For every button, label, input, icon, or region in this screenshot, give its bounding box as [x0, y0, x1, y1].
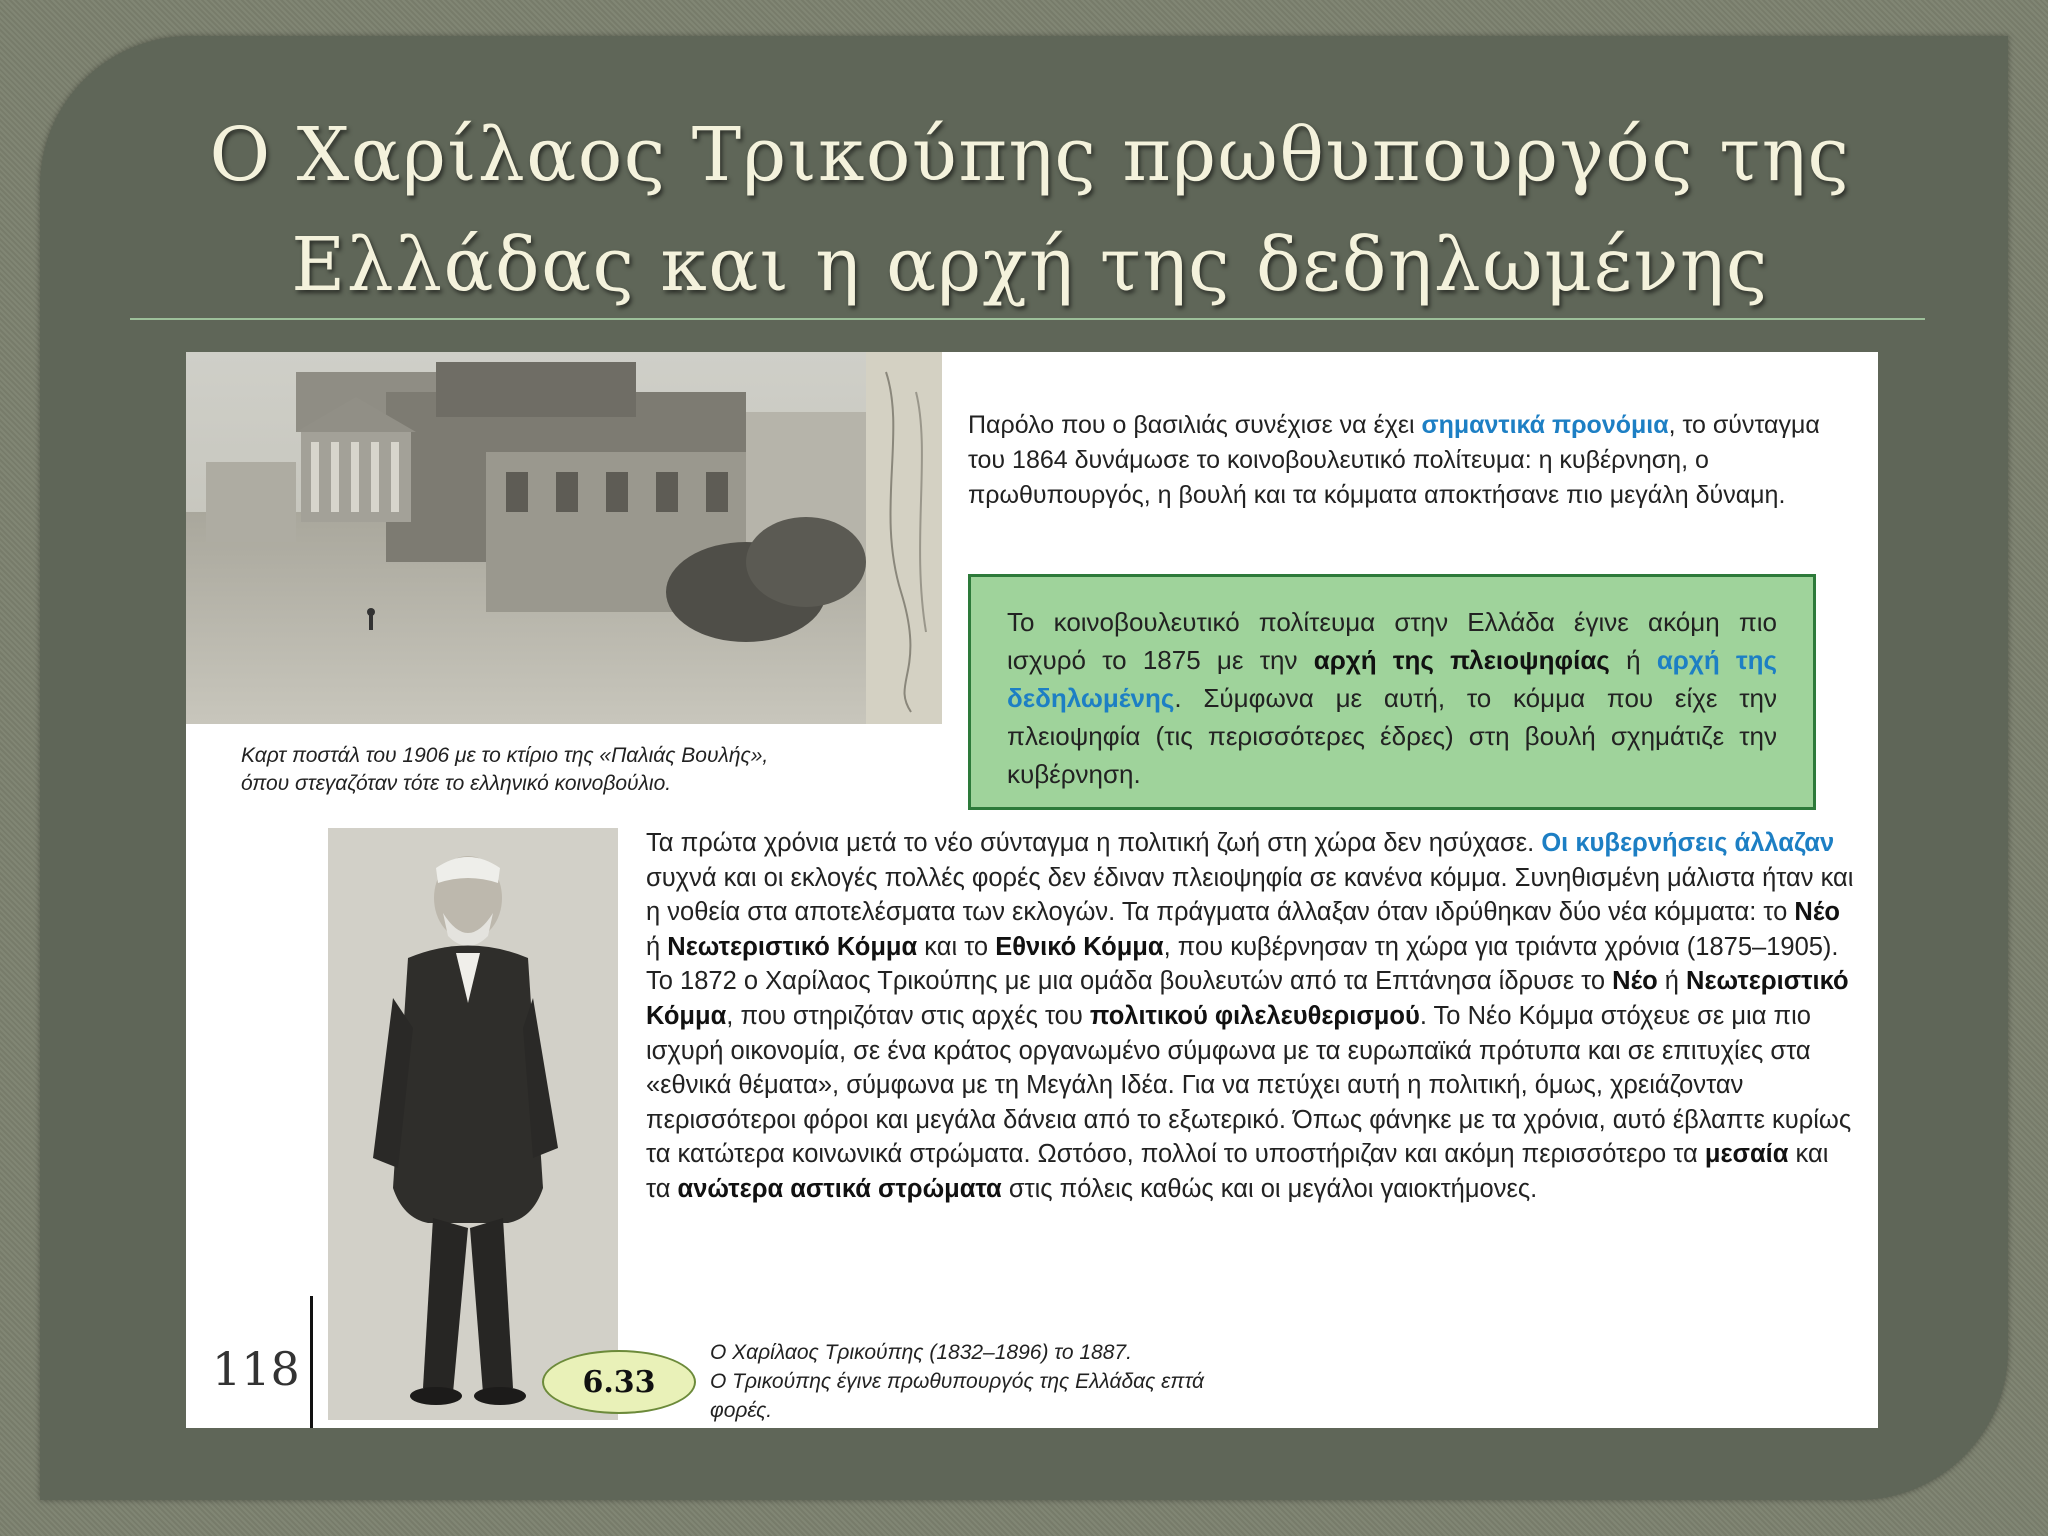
parliament-caption-line-2: όπου στεγαζόταν τότε το ελληνικό κοινοβούλιο. — [241, 772, 672, 795]
main-bold-neo-2: Νέο — [1612, 967, 1658, 996]
intro-paragraph — [968, 408, 1858, 513]
trikoupis-caption-line-2: Ο Τρικούπης έγινε πρωθυπουργός της Ελλάδας επτά — [710, 1370, 1204, 1393]
slide-title-line-1: Ο Χαρίλαος Τρικούπης πρωθυπουργός της — [209, 112, 1851, 198]
slide-title — [140, 100, 1920, 320]
old-parliament-postcard-image — [186, 352, 942, 724]
box-text-1: Το κοινοβουλευτικό πολίτευμα στην Ελλάδα έγινε ακόμη πιο ισχυρό το 1875 με την — [1007, 607, 1777, 675]
textbook-page — [186, 352, 1878, 1428]
main-bold-modernist-party-2: Νεωτεριστικό Κόμμα — [646, 967, 1849, 1030]
main-text-5: , που κυβέρνησαν τη χώρα για τριάντα χρόνια (1875–1905). — [1163, 932, 1839, 961]
trikoupis-portrait-photo — [328, 828, 618, 1420]
slide-title-line-2: Ελλάδας και η αρχή της δεδηλωμένης — [291, 222, 1769, 308]
trikoupis-caption-line-1: Ο Χαρίλαος Τρικούπης (1832–1896) το 1887. — [710, 1341, 1132, 1364]
main-text-2: συχνά και οι εκλογές πολλές φορές δεν έδιναν πλειοψηφία σε κανένα κόμμα. Συνηθισμένη μάλιστα ήταν και η νοθεία στα αποτελέσματα των εκλογών. Τα πράγματα άλλαξαν όταν ιδρύθηκαν δύο νέα κόμματα: το — [646, 863, 1854, 927]
page-number-divider — [310, 1296, 313, 1428]
box-highlight-dedilomeni: αρχή της δεδηλωμένης — [1007, 645, 1777, 713]
main-text-1: Τα πρώτα χρόνια μετά το νέο σύνταγμα η πολιτική ζωή στη χώρα δεν ησύχασε. — [646, 829, 1542, 857]
main-bold-middle: μεσαία — [1704, 1140, 1789, 1169]
page-number: 118 — [212, 1342, 300, 1396]
figure-number-badge: 6.33 — [542, 1350, 696, 1414]
trikoupis-photo-caption — [710, 1338, 1330, 1425]
main-text-6: Το 1872 ο Χαρίλαος Τρικούπης με μια ομάδα βουλευτών από τα Επτάνησα ίδρυσε το — [646, 967, 1613, 996]
main-text-8: , που στηριζόταν στις αρχές του — [726, 1001, 1090, 1030]
main-bold-neo: Νέο — [1794, 898, 1840, 927]
old-parliament-postcard-photo — [186, 352, 942, 724]
trikoupis-portrait-image — [328, 828, 618, 1420]
main-text-4: και το — [917, 932, 996, 961]
main-text-10: και τα — [646, 1140, 1829, 1203]
main-text-11: στις πόλεις καθώς και οι μεγάλοι γαιοκτήμονες. — [1001, 1174, 1538, 1203]
box-text-3: . Σύμφωνα με αυτή, το κόμμα που είχε την πλειοψηφία (τις περισσότερες έδρες) στη βουλή σχημάτιζε την κυβέρνηση. — [1007, 683, 1777, 789]
intro-text-2: , το σύνταγμα του 1864 δυνάμωσε το κοινοβουλευτικό πολίτευμα: η κυβέρνηση, ο πρωθυπουργός, η βουλή και τα κόμματα αποκτήσανε πιο μεγάλη δύναμη. — [968, 411, 1820, 509]
intro-highlight-privileges: σημαντικά προνόμια — [1421, 411, 1669, 439]
trikoupis-caption-line-3: φορές. — [710, 1399, 773, 1422]
main-highlight-governments-changed: Οι κυβερνήσεις άλλαζαν — [1541, 829, 1835, 857]
parliament-photo-caption — [241, 742, 941, 798]
main-bold-political-liberalism: πολιτικού φιλελευθερισμού — [1089, 1001, 1420, 1030]
main-text-9: . Το Νέο Κόμμα στόχευε σε μια πιο ισχυρή οικονομία, σε ένα κράτος οργανωμένο σύμφωνα με τα ευρωπαϊκά πρότυπα και σε επιτυχίες στα «εθνικά θέματα», σύμφωνα με τη Μεγάλη Ιδέα. Για να πετύχει αυτή η πολιτική, όμως, χρειάζονταν περισσότεροι φόροι και μεγάλα δάνεια από το εξωτερικό. Όπως φάνηκε με τα χρόνια, αυτό έβλαπτε κυρίως τα κατώτερα κοινωνικά στρώματα. Ωστόσο, πολλοί το υποστήριζαν και ακόμη περισσότερο τα — [646, 1001, 1852, 1169]
main-bold-national-party: Εθνικό Κόμμα — [995, 932, 1164, 961]
main-text-3: ή — [646, 932, 668, 961]
parliament-caption-line-1: Καρτ ποστάλ του 1906 με το κτίριο της «Παλιάς Βουλής», — [241, 744, 769, 767]
main-bold-modernist-party: Νεωτεριστικό Κόμμα — [667, 932, 918, 961]
title-divider — [130, 318, 1925, 320]
main-bold-upper-urban-classes: ανώτερα αστικά στρώματα — [677, 1174, 1002, 1203]
main-text-7: ή — [1657, 967, 1687, 996]
box-bold-majority-principle: αρχή της πλειοψηφίας — [1313, 645, 1610, 675]
box-text-2: ή — [1609, 645, 1657, 675]
main-paragraph — [646, 826, 1858, 1207]
intro-text-1: Παρόλο που ο βασιλιάς συνέχισε να έχει — [968, 411, 1422, 439]
key-concept-box — [968, 574, 1816, 810]
